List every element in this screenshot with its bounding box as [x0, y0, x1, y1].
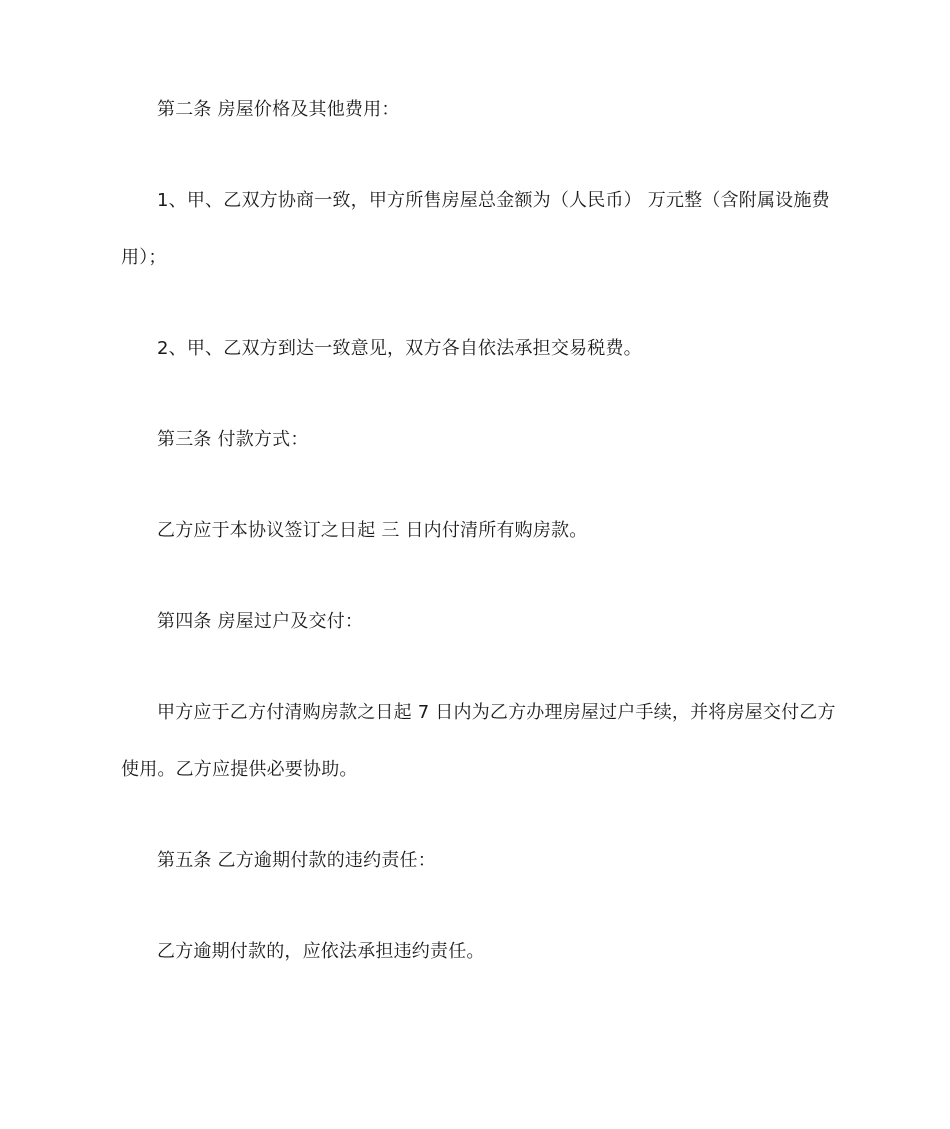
section-2-heading: 第二条 房屋价格及其他费用： [157, 99, 400, 120]
section-4-body-line-2: 使用。乙方应提供必要协助。 [121, 759, 358, 780]
section-4-heading: 第四条 房屋过户及交付： [157, 611, 364, 632]
clause-2-2: 2、甲、乙双方到达一致意见，双方各自依法承担交易税费。 [157, 338, 642, 359]
section-5-body: 乙方逾期付款的，应依法承担违约责任。 [157, 941, 485, 962]
section-3-body: 乙方应于本协议签订之日起 三 日内付清所有购房款。 [157, 520, 588, 541]
section-4-body-line-1: 甲方应于乙方付清购房款之日起 7 日内为乙方办理房屋过户手续，并将房屋交付乙方 [157, 702, 836, 723]
section-5-heading: 第五条 乙方逾期付款的违约责任： [157, 850, 436, 871]
clause-2-1-line-2: 用）； [121, 247, 167, 268]
clause-2-1-line-1: 1、甲、乙双方协商一致，甲方所售房屋总金额为（人民币） 万元整（含附属设施费 [157, 190, 830, 211]
section-3-heading: 第三条 付款方式： [157, 429, 309, 450]
